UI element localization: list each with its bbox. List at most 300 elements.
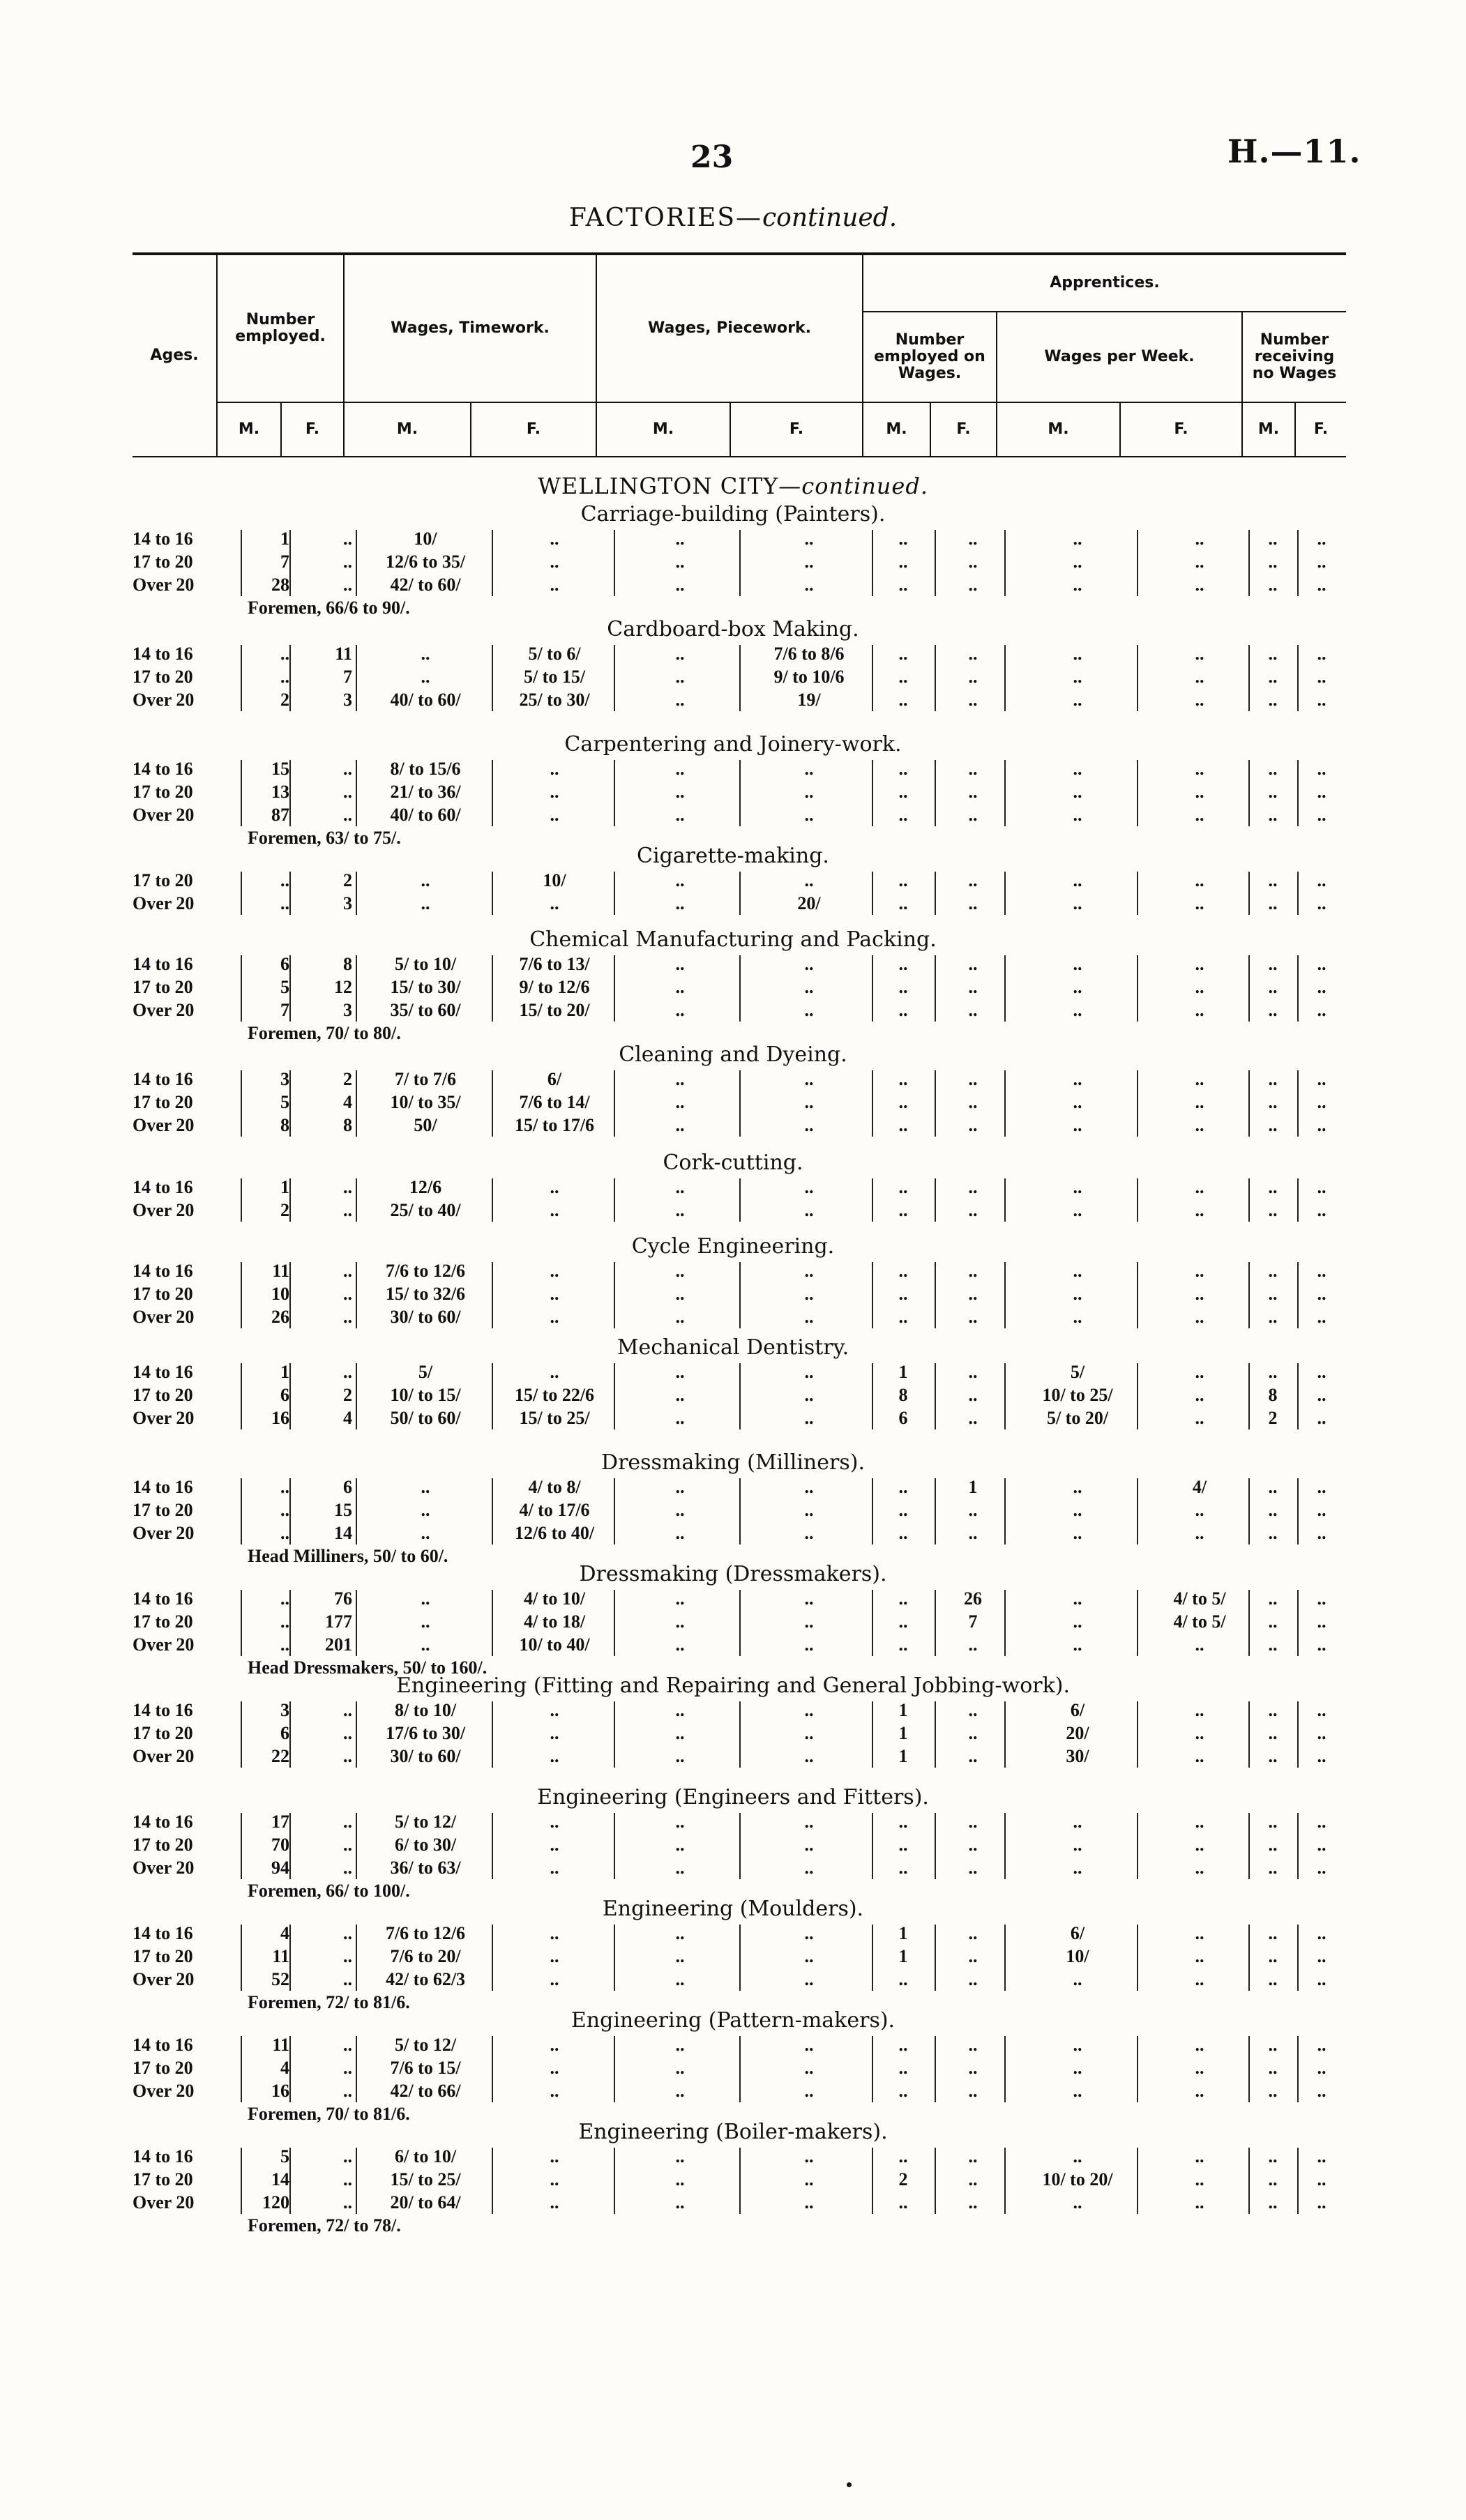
cell-af: .. — [968, 2146, 978, 2166]
cell-ef: 3 — [343, 893, 352, 913]
column-rule — [1137, 1925, 1138, 1991]
column-rule — [241, 1925, 242, 1991]
cell-age: 17 to 20 — [133, 1500, 193, 1520]
cell-nm: .. — [1268, 2035, 1278, 2055]
column-rule — [739, 1178, 741, 1222]
cell-tm: 42/ to 60/ — [390, 575, 461, 595]
cell-nf: .. — [1317, 1700, 1327, 1720]
cell-tf: 15/ to 22/6 — [514, 1385, 595, 1405]
cell-tf: .. — [550, 759, 559, 779]
column-rule — [1137, 2148, 1138, 2214]
cell-em: .. — [280, 644, 289, 664]
cell-nm: .. — [1268, 1634, 1278, 1655]
cell-nf: .. — [1317, 1408, 1327, 1428]
cell-af: .. — [968, 644, 978, 664]
cell-nm: .. — [1268, 2058, 1278, 2078]
table-row — [0, 1523, 1466, 1545]
cell-af: .. — [968, 1723, 978, 1743]
cell-em: 16 — [271, 1408, 289, 1428]
cell-pf: .. — [804, 1969, 814, 1989]
cell-nm: .. — [1268, 690, 1278, 710]
cell-nf: .. — [1317, 1611, 1327, 1632]
column-rule — [1137, 1363, 1138, 1429]
section-title: Cigarette-making. — [637, 844, 829, 868]
cell-nm: .. — [1268, 1812, 1278, 1832]
cell-wf: .. — [1195, 1746, 1204, 1766]
column-rule — [1248, 1925, 1250, 1991]
cell-tm: .. — [421, 1634, 430, 1655]
cell-am: .. — [898, 1500, 908, 1520]
cell-am: .. — [898, 805, 908, 825]
column-rule — [241, 760, 242, 826]
section-title: Engineering (Boiler-makers). — [578, 2120, 888, 2144]
cell-pm: .. — [675, 1812, 685, 1832]
column-rule — [492, 1262, 493, 1328]
cell-am: .. — [898, 759, 908, 779]
column-rule — [935, 1590, 936, 1656]
column-rule — [241, 645, 242, 711]
column-rule — [492, 2148, 493, 2214]
cell-wf: .. — [1195, 2081, 1204, 2101]
column-rule — [356, 955, 357, 1022]
cell-wf: .. — [1195, 954, 1204, 974]
cell-af: 1 — [968, 1477, 978, 1497]
column-rule — [614, 2148, 615, 2214]
cell-wf: .. — [1195, 1634, 1204, 1655]
cell-wm: .. — [1073, 2058, 1082, 2078]
cell-tf: 5/ to 6/ — [528, 644, 581, 664]
section-title: Cleaning and Dyeing. — [619, 1042, 847, 1067]
table-row — [0, 1069, 1466, 1091]
cell-af: .. — [968, 1634, 978, 1655]
cell-age: Over 20 — [133, 1634, 195, 1655]
cell-em: 5 — [280, 977, 289, 997]
column-rule — [241, 530, 242, 596]
cell-ef: 201 — [325, 1634, 352, 1655]
column-rule — [356, 1478, 357, 1544]
column-rule — [356, 1925, 357, 1991]
cell-wf: 4/ — [1192, 1477, 1207, 1497]
cell-nm: .. — [1268, 1723, 1278, 1743]
cell-pf: 20/ — [797, 893, 821, 913]
cell-tf: .. — [550, 1700, 559, 1720]
cell-tm: 8/ to 10/ — [394, 1700, 457, 1720]
cell-pm: .. — [675, 1477, 685, 1497]
table-row — [0, 2146, 1466, 2169]
cell-wf: .. — [1195, 1092, 1204, 1112]
cell-nf: .. — [1317, 1723, 1327, 1743]
cell-pm: .. — [675, 1500, 685, 1520]
cell-age: Over 20 — [133, 1200, 195, 1220]
cell-tf: 5/ to 15/ — [523, 667, 586, 687]
cell-tm: .. — [421, 893, 430, 913]
column-rule — [739, 955, 741, 1022]
cell-ef: 4 — [343, 1092, 352, 1112]
cell-tm: .. — [421, 667, 430, 687]
cell-age: Over 20 — [133, 805, 195, 825]
table-row — [0, 977, 1466, 999]
header-m: M. — [238, 420, 260, 438]
cell-pf: .. — [804, 782, 814, 802]
cell-wm: .. — [1073, 1523, 1082, 1543]
cell-wf: .. — [1195, 644, 1204, 664]
column-rule — [935, 1070, 936, 1137]
cell-pm: .. — [675, 2035, 685, 2055]
cell-tm: .. — [421, 644, 430, 664]
cell-tf: .. — [550, 1946, 559, 1966]
cell-wf: .. — [1195, 1923, 1204, 1943]
cell-am: .. — [898, 1115, 908, 1135]
header-m: M. — [652, 420, 674, 438]
cell-pm: .. — [675, 1307, 685, 1327]
header-f: F. — [1174, 420, 1188, 438]
cell-tf: 12/6 to 40/ — [514, 1523, 595, 1543]
table-row — [0, 1092, 1466, 1114]
column-rule — [1248, 1070, 1250, 1137]
section-title: Cycle Engineering. — [631, 1234, 835, 1259]
cell-wm: .. — [1073, 1307, 1082, 1327]
column-rule — [935, 1925, 936, 1991]
cell-wf: 4/ to 5/ — [1173, 1588, 1226, 1609]
column-rule — [356, 1070, 357, 1137]
cell-wm: .. — [1073, 1000, 1082, 1020]
column-rule — [739, 530, 741, 596]
cell-wf: .. — [1195, 782, 1204, 802]
cell-nm: .. — [1268, 529, 1278, 549]
column-rule — [1248, 1262, 1250, 1328]
column-rule — [1137, 2036, 1138, 2102]
cell-pm: .. — [675, 1092, 685, 1112]
cell-wm: 30/ — [1066, 1746, 1089, 1766]
cell-age: 17 to 20 — [133, 1723, 193, 1743]
cell-af: .. — [968, 1500, 978, 1520]
cell-wf: .. — [1195, 1969, 1204, 1989]
column-rule — [872, 1813, 873, 1879]
cell-am: .. — [898, 575, 908, 595]
cell-am: .. — [898, 1588, 908, 1609]
cell-wm: .. — [1073, 2146, 1082, 2166]
cell-em: .. — [280, 893, 289, 913]
column-rule — [739, 1925, 741, 1991]
column-rule — [1297, 1925, 1299, 1991]
cell-wm: .. — [1073, 870, 1082, 890]
cell-wm: .. — [1073, 1261, 1082, 1281]
cell-em: 3 — [280, 1069, 289, 1089]
cell-tf: 7/6 to 14/ — [519, 1092, 590, 1112]
cell-tm: 15/ to 32/6 — [385, 1284, 466, 1304]
column-rule — [614, 1178, 615, 1222]
column-rule — [289, 1363, 291, 1429]
cell-am: .. — [898, 2146, 908, 2166]
cell-nm: .. — [1268, 1588, 1278, 1609]
cell-pm: .. — [675, 552, 685, 572]
column-rule — [1137, 1262, 1138, 1328]
cell-nm: .. — [1268, 805, 1278, 825]
cell-pf: .. — [804, 805, 814, 825]
cell-wf: .. — [1195, 1069, 1204, 1089]
cell-em: 1 — [280, 1362, 289, 1382]
cell-nf: .. — [1317, 759, 1327, 779]
cell-age: 17 to 20 — [133, 1946, 193, 1966]
table-row — [0, 805, 1466, 827]
header-m: M. — [1048, 420, 1069, 438]
column-rule — [1297, 760, 1299, 826]
column-rule — [356, 645, 357, 711]
cell-nm: .. — [1268, 1261, 1278, 1281]
cell-ef: 177 — [325, 1611, 352, 1632]
column-rule — [289, 645, 291, 711]
cell-ef: .. — [343, 805, 352, 825]
cell-tf: .. — [550, 529, 559, 549]
cell-em: 17 — [271, 1812, 289, 1832]
cell-em: 11 — [272, 1946, 289, 1966]
cell-pm: .. — [675, 893, 685, 913]
header-f: F. — [526, 420, 541, 438]
cell-tf: .. — [550, 2081, 559, 2101]
cell-tf: .. — [550, 552, 559, 572]
column-rule — [1297, 2036, 1299, 2102]
column-rule — [614, 872, 615, 915]
column-rule — [241, 1178, 242, 1222]
cell-tm: 10/ — [414, 529, 437, 549]
table-row — [0, 893, 1466, 916]
cell-nf: .. — [1317, 1261, 1327, 1281]
cell-nf: .. — [1317, 1946, 1327, 1966]
table-row — [0, 552, 1466, 574]
cell-tm: 10/ to 15/ — [390, 1385, 461, 1405]
table-row — [0, 1969, 1466, 1991]
cell-age: 14 to 16 — [133, 2035, 193, 2055]
cell-af: .. — [968, 1000, 978, 1020]
cell-age: 14 to 16 — [133, 1261, 193, 1281]
cell-age: 14 to 16 — [133, 1812, 193, 1832]
cell-tm: 25/ to 40/ — [390, 1200, 461, 1220]
cell-af: .. — [968, 1858, 978, 1878]
cell-em: 22 — [271, 1746, 289, 1766]
cell-tm: 42/ to 62/3 — [385, 1969, 466, 1989]
cell-ef: .. — [343, 1969, 352, 1989]
cell-af: .. — [968, 2169, 978, 2189]
cell-am: .. — [898, 1969, 908, 1989]
cell-nf: .. — [1317, 1835, 1327, 1855]
table-row — [0, 1634, 1466, 1657]
cell-af: .. — [968, 1700, 978, 1720]
column-rule — [1248, 1701, 1250, 1768]
cell-em: .. — [280, 1500, 289, 1520]
cell-tm: .. — [421, 1500, 430, 1520]
cell-af: .. — [968, 575, 978, 595]
cell-tf: 4/ to 8/ — [528, 1477, 581, 1497]
cell-am: 1 — [898, 1700, 908, 1720]
column-rule — [1297, 1070, 1299, 1137]
cell-pm: .. — [675, 1200, 685, 1220]
cell-pf: .. — [804, 1634, 814, 1655]
cell-age: 14 to 16 — [133, 1588, 193, 1609]
column-rule — [935, 2148, 936, 2214]
cell-tf: .. — [550, 1362, 559, 1382]
cell-nf: .. — [1317, 1969, 1327, 1989]
cell-pm: .. — [675, 1723, 685, 1743]
column-rule — [1137, 1813, 1138, 1879]
foreman-note: Head Dressmakers, 50/ to 160/. — [248, 1657, 488, 1678]
cell-af: .. — [968, 667, 978, 687]
cell-af: .. — [968, 759, 978, 779]
cell-wf: .. — [1195, 529, 1204, 549]
column-rule — [872, 1178, 873, 1222]
cell-pm: .. — [675, 529, 685, 549]
cell-tm: 35/ to 60/ — [390, 1000, 461, 1020]
cell-em: 6 — [280, 1385, 289, 1405]
column-rule — [1248, 955, 1250, 1022]
cell-wm: .. — [1073, 1611, 1082, 1632]
cell-am: .. — [898, 2081, 908, 2101]
column-rule — [614, 1262, 615, 1328]
cell-nm: .. — [1268, 1611, 1278, 1632]
cell-am: 1 — [898, 1362, 908, 1382]
cell-wf: .. — [1195, 759, 1204, 779]
column-rule — [289, 1478, 291, 1544]
column-rule — [289, 1070, 291, 1137]
cell-nm: .. — [1268, 782, 1278, 802]
cell-wm: .. — [1073, 2081, 1082, 2101]
cell-tm: .. — [421, 1477, 430, 1497]
cell-tf: .. — [550, 1835, 559, 1855]
column-rule — [1137, 645, 1138, 711]
cell-pm: .. — [675, 805, 685, 825]
column-rule — [739, 1701, 741, 1768]
column-rule — [492, 645, 493, 711]
column-rule — [1248, 1478, 1250, 1544]
column-rule — [1004, 1590, 1006, 1656]
cell-wm: .. — [1073, 1835, 1082, 1855]
cell-wm: .. — [1073, 1634, 1082, 1655]
cell-wm: 6/ — [1070, 1923, 1085, 1943]
table-row — [0, 1200, 1466, 1222]
page-title — [0, 204, 1466, 232]
column-rule — [356, 1813, 357, 1879]
cell-am: .. — [898, 1812, 908, 1832]
column-rule — [241, 955, 242, 1022]
table-row — [0, 2192, 1466, 2215]
cell-em: 6 — [280, 954, 289, 974]
cell-af: .. — [968, 1835, 978, 1855]
cell-nm: .. — [1268, 1835, 1278, 1855]
cell-nf: .. — [1317, 2146, 1327, 2166]
cell-wm: .. — [1073, 644, 1082, 664]
cell-nm: .. — [1268, 667, 1278, 687]
cell-wm: .. — [1073, 667, 1082, 687]
cell-am: .. — [898, 690, 908, 710]
cell-nf: .. — [1317, 1307, 1327, 1327]
cell-af: .. — [968, 1092, 978, 1112]
column-rule — [872, 645, 873, 711]
column-rule — [289, 1590, 291, 1656]
cell-af: .. — [968, 1177, 978, 1197]
cell-em: 94 — [271, 1858, 289, 1878]
cell-pf: .. — [804, 2035, 814, 2055]
cell-tm: 5/ to 12/ — [394, 2035, 457, 2055]
column-rule — [614, 645, 615, 711]
cell-nm: .. — [1268, 759, 1278, 779]
cell-age: Over 20 — [133, 2192, 195, 2212]
column-rule — [614, 760, 615, 826]
cell-ef: .. — [343, 2081, 352, 2101]
cell-am: .. — [898, 954, 908, 974]
cell-wf: .. — [1195, 1723, 1204, 1743]
cell-age: Over 20 — [133, 1307, 195, 1327]
cell-tf: 4/ to 18/ — [523, 1611, 586, 1632]
cell-pf: 9/ to 10/6 — [773, 667, 845, 687]
cell-tf: 15/ to 20/ — [519, 1000, 590, 1020]
column-rule — [872, 955, 873, 1022]
cell-ef: 2 — [343, 1385, 352, 1405]
table-row — [0, 1723, 1466, 1745]
cell-tf: .. — [550, 1923, 559, 1943]
column-rule — [1137, 1701, 1138, 1768]
cell-age: 14 to 16 — [133, 1477, 193, 1497]
cell-age: 17 to 20 — [133, 977, 193, 997]
cell-age: 14 to 16 — [133, 954, 193, 974]
cell-em: 2 — [280, 1200, 289, 1220]
cell-tm: 42/ to 66/ — [390, 2081, 461, 2101]
cell-tm: 15/ to 25/ — [390, 2169, 461, 2189]
cell-ef: .. — [343, 1284, 352, 1304]
cell-wm: .. — [1073, 2035, 1082, 2055]
cell-am: .. — [898, 1477, 908, 1497]
cell-em: 11 — [272, 1261, 289, 1281]
cell-pm: .. — [675, 1523, 685, 1543]
column-rule — [356, 530, 357, 596]
cell-pm: .. — [675, 1858, 685, 1878]
cell-age: 17 to 20 — [133, 1835, 193, 1855]
cell-nf: .. — [1317, 1588, 1327, 1609]
section-title: Dressmaking (Dressmakers). — [579, 1562, 887, 1586]
column-rule — [872, 2036, 873, 2102]
cell-pm: .. — [675, 1746, 685, 1766]
cell-age: 17 to 20 — [133, 870, 193, 890]
cell-wm: .. — [1073, 1477, 1082, 1497]
column-rule — [1248, 2148, 1250, 2214]
column-rule — [739, 1363, 741, 1429]
cell-ef: 12 — [334, 977, 352, 997]
table-row — [0, 870, 1466, 893]
column-rule — [241, 1070, 242, 1137]
page-mark — [847, 2482, 852, 2487]
cell-wf: .. — [1195, 1307, 1204, 1327]
column-rule — [614, 1590, 615, 1656]
cell-wf: .. — [1195, 2146, 1204, 2166]
table-row — [0, 782, 1466, 804]
cell-em: .. — [280, 667, 289, 687]
cell-nm: .. — [1268, 1969, 1278, 1989]
cell-am: .. — [898, 1835, 908, 1855]
section-title: Engineering (Engineers and Fitters). — [537, 1785, 929, 1809]
cell-nf: .. — [1317, 1362, 1327, 1382]
cell-am: .. — [898, 1000, 908, 1020]
cell-nm: .. — [1268, 1523, 1278, 1543]
cell-wf: .. — [1195, 575, 1204, 595]
cell-ef: .. — [343, 2192, 352, 2212]
cell-am: .. — [898, 977, 908, 997]
cell-pm: .. — [675, 2169, 685, 2189]
column-rule — [739, 645, 741, 711]
column-rule — [289, 530, 291, 596]
cell-ef: 4 — [343, 1408, 352, 1428]
cell-wm: 5/ to 20/ — [1046, 1408, 1109, 1428]
table-row — [0, 1477, 1466, 1499]
cell-age: 14 to 16 — [133, 529, 193, 549]
section-title: Engineering (Moulders). — [602, 1897, 864, 1921]
